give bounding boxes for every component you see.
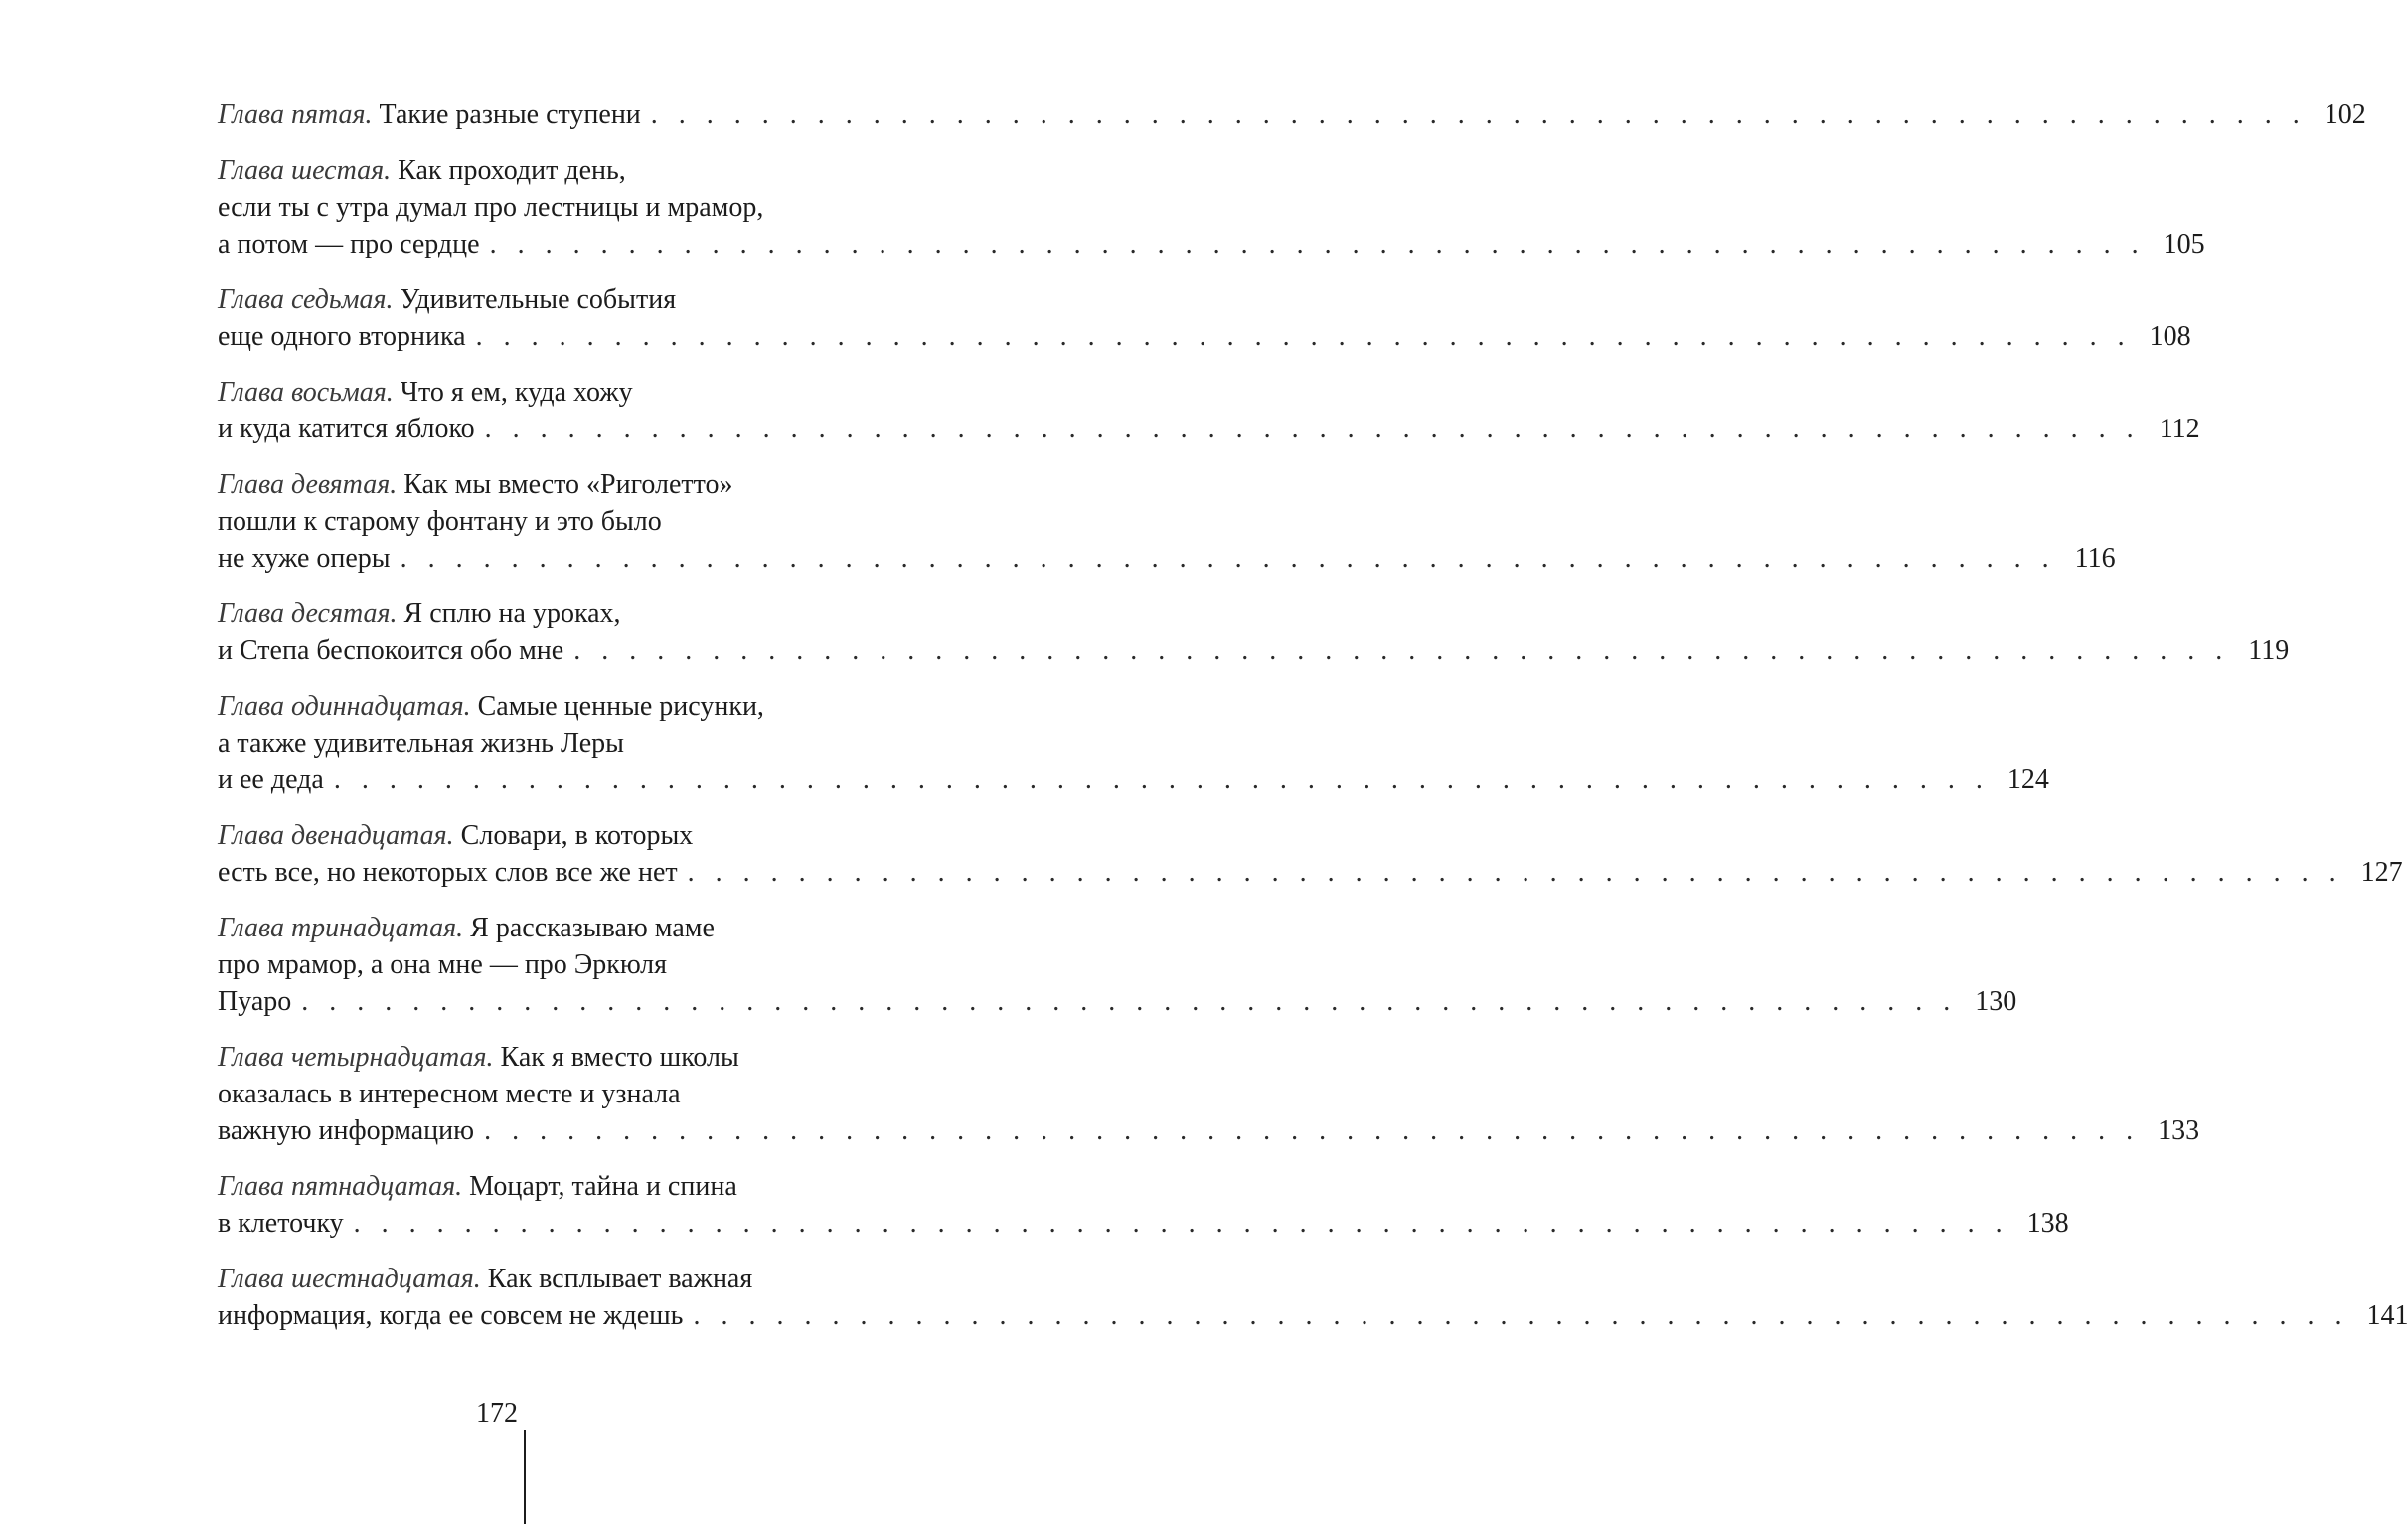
dot-leader: . . . . . . . . . . . . . . . . . . . . . . . . . . . . . . . . . . . . . . . . . . . . . . . . . . . . . . . . . . . . [484, 1115, 2141, 1146]
page-number: 172 [476, 1398, 518, 1429]
chapter-title-text: Как проходит день, [398, 155, 626, 186]
chapter-title-text: Моцарт, тайна и спина [469, 1171, 737, 1202]
page-ref: 105 [2163, 229, 2205, 259]
toc-line [218, 540, 2116, 577]
chapter-title-text: Такие разные ступени [379, 99, 641, 130]
toc-entry [218, 910, 2017, 1020]
dot-leader: . . . . . . . . . . . . . . . . . . . . . . . . . . . . . . . . . . . . . . . . . . . . . . . . . . . . . . . . . . . . [687, 857, 2343, 888]
chapter-title-text: не хуже оперы [218, 543, 391, 574]
toc-line [218, 983, 2017, 1020]
toc-line [218, 946, 871, 983]
toc-line [218, 96, 2366, 133]
chapter-label: Глава шестая. [218, 155, 392, 186]
toc-line-text [218, 762, 324, 798]
dot-leader: . . . . . . . . . . . . . . . . . . . . . . . . . . . . . . . . . . . . . . . . . . . . . . . . . . . . . . . . . . . . [573, 635, 2230, 666]
toc-line-text [218, 854, 678, 891]
page-ref: 141 [2366, 1300, 2408, 1331]
toc-line-text [218, 318, 466, 355]
chapter-title-text: еще одного вторника [218, 321, 466, 352]
chapter-label: Глава шестнадцатая. [218, 1264, 481, 1294]
chapter-title-text: Как я вместо школы [500, 1042, 739, 1073]
toc-entry [218, 1168, 2069, 1242]
toc-entry [218, 1039, 2200, 1149]
chapter-title-text: Пуаро [218, 986, 292, 1017]
chapter-label: Глава тринадцатая. [218, 913, 464, 943]
toc-line-text [218, 226, 480, 262]
toc-entry [218, 1261, 2408, 1334]
toc-line [218, 1168, 871, 1205]
toc-line-text [218, 96, 641, 133]
toc-line [218, 1297, 2408, 1334]
dot-leader: . . . . . . . . . . . . . . . . . . . . . . . . . . . . . . . . . . . . . . . . . . . . . . . . . . . . . . . . . . . . [484, 414, 2141, 444]
page-ref: 138 [2026, 1208, 2069, 1239]
toc-entry [218, 152, 2205, 262]
chapter-title-text: Самые ценные рисунки, [477, 691, 764, 722]
toc-line-text [218, 411, 475, 447]
chapter-title-text: а также удивительная жизнь Леры [218, 728, 624, 759]
toc-line-text [218, 632, 563, 669]
toc-entry [218, 281, 2191, 355]
toc-line [218, 1112, 2200, 1149]
toc-line [218, 281, 871, 318]
chapter-label: Глава четырнадцатая. [218, 1042, 494, 1073]
chapter-title-text: и куда катится яблоко [218, 414, 475, 444]
chapter-title-text: Как мы вместо «Риголетто» [403, 469, 733, 500]
toc-line [218, 595, 871, 632]
toc-line [218, 466, 871, 503]
toc-entry [218, 96, 2366, 133]
chapter-label: Глава восьмая. [218, 377, 394, 408]
dot-leader: . . . . . . . . . . . . . . . . . . . . . . . . . . . . . . . . . . . . . . . . . . . . . . . . . . . . . . . . . . . . [693, 1300, 2349, 1331]
chapter-title-text: Как всплывает важная [487, 1264, 753, 1294]
chapter-label: Глава седьмая. [218, 284, 394, 315]
toc-entry [218, 688, 2049, 798]
chapter-title-text: если ты с утра думал про лестницы и мрамор, [218, 192, 764, 223]
page-ref: 116 [2074, 543, 2116, 574]
chapter-title-text: Я рассказываю маме [470, 913, 715, 943]
chapter-title-text: в клеточку [218, 1208, 344, 1239]
toc-line [218, 226, 2205, 262]
dot-leader: . . . . . . . . . . . . . . . . . . . . . . . . . . . . . . . . . . . . . . . . . . . . . . . . . . . . . . . . . . . . [333, 764, 1990, 795]
page-ref: 130 [1975, 986, 2017, 1017]
chapter-title-text: Я сплю на уроках, [403, 598, 621, 629]
chapter-title-text: пошли к старому фонтану и это было [218, 506, 662, 537]
page-ref: 119 [2248, 635, 2290, 666]
dot-leader: . . . . . . . . . . . . . . . . . . . . . . . . . . . . . . . . . . . . . . . . . . . . . . . . . . . . . . . . . . . . [353, 1208, 2009, 1239]
dot-leader: . . . . . . . . . . . . . . . . . . . . . . . . . . . . . . . . . . . . . . . . . . . . . . . . . . . . . . . . . . . . [400, 543, 2056, 574]
toc-line [218, 688, 871, 725]
toc-line [218, 725, 871, 762]
toc-line-text [218, 1205, 344, 1242]
chapter-title-text: Словари, в которых [460, 820, 694, 851]
toc-line-text [218, 1297, 683, 1334]
chapter-title-text: оказалась в интересном месте и узнала [218, 1079, 681, 1109]
chapter-title-text: Удивительные события [400, 284, 677, 315]
chapter-label: Глава пятнадцатая. [218, 1171, 463, 1202]
toc-line [218, 854, 2403, 891]
toc-line [218, 1261, 871, 1297]
dot-leader: . . . . . . . . . . . . . . . . . . . . . . . . . . . . . . . . . . . . . . . . . . . . . . . . . . . . . . . . . . . . [301, 986, 1958, 1017]
toc-line-text [218, 540, 391, 577]
toc-line [218, 374, 871, 411]
dot-leader: . . . . . . . . . . . . . . . . . . . . . . . . . . . . . . . . . . . . . . . . . . . . . . . . . . . . . . . . . . . . [475, 321, 2132, 352]
chapter-label: Глава пятая. [218, 99, 373, 130]
page-ref: 124 [2007, 764, 2049, 795]
toc-entry [218, 595, 2290, 669]
toc-line [218, 632, 2290, 669]
vertical-rule [524, 1430, 526, 1524]
toc-line [218, 910, 871, 946]
toc-line [218, 152, 871, 189]
toc-entry [218, 466, 2116, 577]
toc-line [218, 411, 2200, 447]
page-ref: 102 [2324, 99, 2366, 130]
chapter-label: Глава одиннадцатая. [218, 691, 471, 722]
page-ref: 108 [2149, 321, 2191, 352]
chapter-title-text: важную информацию [218, 1115, 475, 1146]
dot-leader: . . . . . . . . . . . . . . . . . . . . . . . . . . . . . . . . . . . . . . . . . . . . . . . . . . . . . . . . . . . . [489, 229, 2146, 259]
dot-leader: . . . . . . . . . . . . . . . . . . . . . . . . . . . . . . . . . . . . . . . . . . . . . . . . . . . . . . . . . . . . [650, 99, 2307, 130]
toc-line-text [218, 1112, 474, 1149]
toc-line [218, 318, 2191, 355]
chapter-title-text: и Степа беспокоится обо мне [218, 635, 564, 666]
toc-line [218, 1076, 871, 1112]
toc-line [218, 1039, 871, 1076]
toc-line [218, 762, 2049, 798]
chapter-title-text: и ее деда [218, 764, 324, 795]
page-ref: 133 [2158, 1115, 2200, 1146]
toc-line [218, 503, 871, 540]
toc-line-text [218, 983, 291, 1020]
chapter-title-text: а потом — про сердце [218, 229, 480, 259]
chapter-label: Глава девятая. [218, 469, 398, 500]
toc-line [218, 1205, 2069, 1242]
toc-entry [218, 374, 2200, 447]
chapter-title-text: информация, когда ее совсем не ждешь [218, 1300, 684, 1331]
chapter-label: Глава десятая. [218, 598, 398, 629]
toc-entry [218, 817, 2403, 891]
page-ref: 127 [2360, 857, 2403, 888]
toc-line [218, 189, 871, 226]
table-of-contents [218, 96, 2408, 1353]
page-ref: 112 [2159, 414, 2200, 444]
chapter-title-text: Что я ем, куда хожу [400, 377, 633, 408]
chapter-title-text: про мрамор, а она мне — про Эркюля [218, 949, 667, 980]
toc-line [218, 817, 871, 854]
chapter-title-text: есть все, но некоторых слов все же нет [218, 857, 678, 888]
chapter-label: Глава двенадцатая. [218, 820, 454, 851]
